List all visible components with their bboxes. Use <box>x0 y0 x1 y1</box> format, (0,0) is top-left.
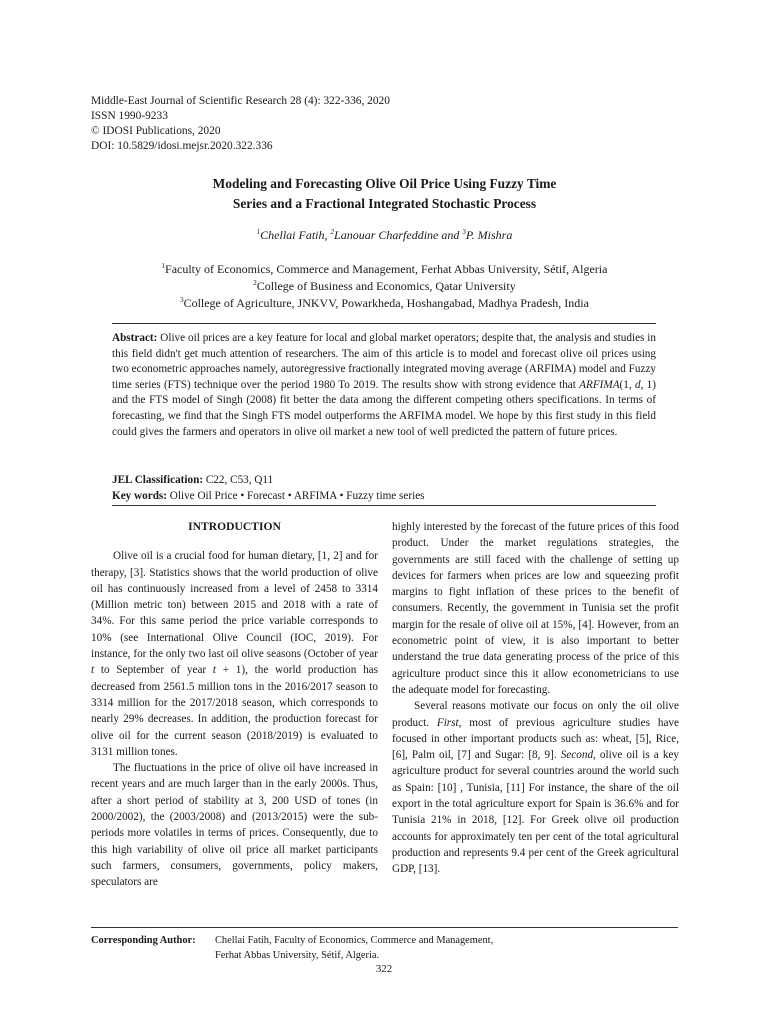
affiliation-1-text: Faculty of Economics, Commerce and Management, Ferhat Abbas University, Sétif, Algeria <box>165 262 608 276</box>
title-line-1: Modeling and Forecasting Olive Oil Price Using Fuzzy Time <box>212 176 557 191</box>
affiliation-3 <box>91 295 678 312</box>
footnote-rule <box>91 927 678 928</box>
affiliation-2-text: College of Business and Economics, Qatar University <box>256 279 516 293</box>
intro-p1-part-b: to September of year <box>94 664 213 677</box>
intro-p4-second: Second <box>560 749 594 762</box>
doi: DOI: 10.5829/idosi.mejsr.2020.322.336 <box>91 140 273 152</box>
intro-paragraph-3: highly interested by the forecast of the future prices of this food product. Under the market regulations strategies, the governments are still faced with the challenge of setting up devices for farmers when prices are low and squeezing profit margins to fight inflation of these prices to the benefit of consumers. Recently, the government in Tunisia set the profit margin for the resale of olive oil at 15%, [4]. However, from an econometric point of view, it is also important to better understand the true data generating process of the price of this agriculture product since this it allow econometricians to use the adequate model for forecasting. <box>392 521 679 696</box>
corresponding-line-1 <box>91 933 493 948</box>
abstract-top-rule <box>112 323 656 324</box>
abstract <box>112 331 656 440</box>
jel-value: C22, C53, Q11 <box>203 474 274 486</box>
corresponding-text-1: Chellai Fatih, Faculty of Economics, Commerce and Management, <box>215 935 494 946</box>
abstract-text-2: (1, <box>619 378 635 391</box>
page-number: 322 <box>375 963 393 975</box>
corresponding-author <box>91 933 493 963</box>
affiliation-2-sup: 2 <box>253 279 257 287</box>
journal-header <box>91 94 390 154</box>
intro-p4-part-c: , olive oil is a key agriculture product for several countries around the world such as Spain: [10] , Tunisia, [11] For instance, the share of the oil export in the total agriculture export for Spain is 36.6% and for Tunisia 21% in 2018, [12]. For Greek olive oil production accounts for approximately ten per cent of the total agricultural production and represents 9.4 per cent of the Greek agricultural GDP, [13]. <box>392 749 680 876</box>
title-line-2: Series and a Fractional Integrated Stochastic Process <box>232 196 537 211</box>
corresponding-label: Corresponding Author: <box>91 935 196 946</box>
intro-paragraph-2: The fluctuations in the price of olive oil have increased in recent years and are much larger than in the early 2000s. Thus, after a short period of stability at 3, 200 USD of tones (in 2000/2002), the (2003/2008) and (2013/2015) were the sub-periods more volatiles in terms of prices. Consequently, due to this high variability of olive oil price all market participants such farmers, consumers, governments, policy makers, speculators are <box>91 762 378 889</box>
paper-title <box>91 174 678 214</box>
corresponding-text-2: Ferhat Abbas University, Sétif, Algeria. <box>215 950 380 961</box>
abstract-model: ARFIMA <box>579 378 620 391</box>
affiliation-1 <box>91 261 678 278</box>
abstract-bottom-rule <box>112 505 656 506</box>
author-2-sup: 2 <box>330 228 335 236</box>
affiliation-2 <box>91 278 678 295</box>
intro-p1-part-c: + 1), the world production has decreased from 2561.5 million tons in the 2016/2017 season to 3314 million for the 2017/2018 season, which corresponds to nearly 29% decreases. In addition, the production forecast for olive oil for the current season (2018/2019) is evaluated to 3131 million tones. <box>91 664 378 758</box>
author-2: Lanouar Charfeddine and <box>334 228 463 242</box>
intro-p4-part-b: most of previous agriculture studies have focused in other important products such as: wheat, [5], Rice, [6], Palm oil, [7] and Sugar: [8, 9]. <box>392 716 679 762</box>
intro-paragraph-1 <box>91 548 378 760</box>
classification-block <box>112 473 656 504</box>
abstract-d: d <box>634 378 641 391</box>
right-column <box>392 519 679 878</box>
author-3-sup: 3 <box>462 228 466 236</box>
author-1: Chellai Fatih, <box>260 228 331 242</box>
intro-p4-first: First, <box>436 716 462 729</box>
abstract-text-1: Olive oil prices are a key feature for local and global market operators; despite that, the analysis and studies in this field didn't get much attention of researchers. The aim of this article is to model and forecast olive oil prices using two econometric approaches namely, autoregressive fractionally integrated moving average (ARFIMA) model and Fuzzy time series (FTS) technique over the period 1980 To 2019. The results show with strong evidence that <box>112 332 656 391</box>
affiliation-3-sup: 3 <box>180 296 184 304</box>
author-3: P. Mishra <box>465 228 513 242</box>
issn: ISSN 1990-9233 <box>91 110 168 122</box>
publisher: © IDOSI Publications, 2020 <box>91 125 221 137</box>
affiliation-3-text: College of Agriculture, JNKVV, Powarkheda, Hoshangabad, Madhya Pradesh, India <box>183 296 589 310</box>
abstract-label: Abstract: <box>112 332 158 344</box>
abstract-text-3: , 1) and the FTS model of Singh (2008) fit better the data among the different competing others specifications. In terms of forecasting, we find that the Singh FTS model outperforms the ARFIMA model. We hope by this first study in this field could gives the farmers and operators in olive oil market a new tool of well predicted the pattern of future prices. <box>112 378 656 438</box>
affiliations <box>91 261 678 312</box>
journal-citation: Middle-East Journal of Scientific Research 28 (4): 322-336, 2020 <box>91 95 390 107</box>
intro-p1-var-t: t <box>91 664 95 677</box>
author-list <box>91 227 678 243</box>
keywords <box>112 489 656 505</box>
affiliation-1-sup: 1 <box>161 262 166 270</box>
jel-classification <box>112 473 656 489</box>
intro-paragraph-4 <box>392 698 679 877</box>
keywords-value: Olive Oil Price • Forecast • ARFIMA • Fuzzy time series <box>167 489 425 502</box>
jel-label: JEL Classification: <box>112 474 204 486</box>
intro-p1-part-a: Olive oil is a crucial food for human dietary, [1, 2] and for therapy, [3]. Statistics shows that the world production of olive oil has continuously increased from a level of 2458 to 3314 (Million metric ton) between 2015 and 2018 with a rate of 34%. For this same period the price variable corresponds to 10% (see International Olive Council (IOC, 2019). For instance, for the only two last oil olive seasons (October of year <box>91 550 378 661</box>
author-1-sup: 1 <box>256 228 261 236</box>
intro-p4-part-a: Several reasons motivate our focus on only the oil olive product. <box>392 700 679 729</box>
section-heading-introduction: INTRODUCTION <box>188 520 281 533</box>
intro-p1-var-t2: t <box>212 664 217 677</box>
left-column <box>91 517 378 891</box>
keywords-label: Key words: <box>112 489 167 502</box>
